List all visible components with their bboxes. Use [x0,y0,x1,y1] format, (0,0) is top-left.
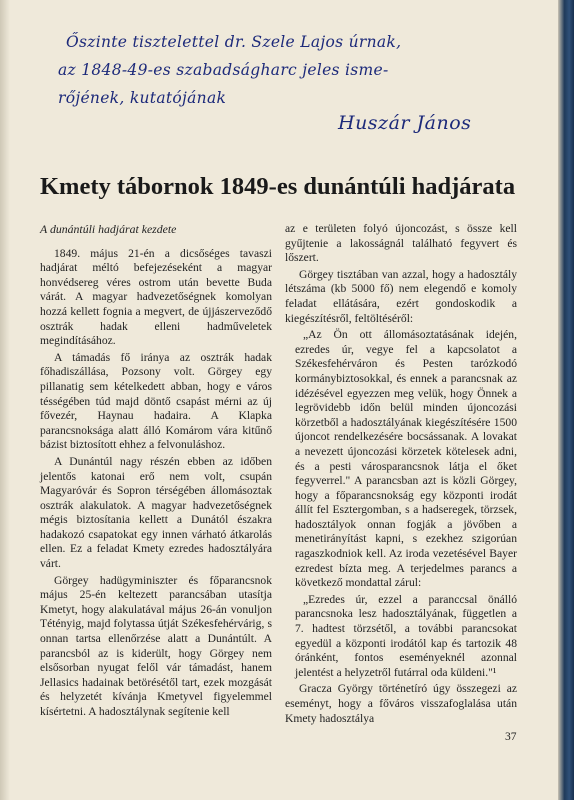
dedication-line: Őszinte tisztelettel dr. Szele Lajos úrnak, [66,33,402,51]
quoted-order: „Az Ön ott állomásoztatásának idején, ezredes úr, vegye fel a kapcsolatot a Székesfehérváron és Pesten tarózkodó kormánybiztosokkal, és ennek a parancsnak az idézésével egyezzen meg velük, hogy Önnek a legrövidebb időn belül minden újoncozási körzetből a hadosztályának kiegészítésére 1500 újoncot rendelkezésére bocsássanak. A lovakat a nevezett újoncozási körzetek kötelesek adni, és a pesti városparancsnok látja el őket fegyverrel." A parancsban azt is közli Görgey, hogy a főparancsnokság egy központi irodát állít fel Esztergomban, s a hadseregek, törzsek, hadosztályok onnan fogják a jövőben a menetirányítást kapni, s ezekhez szigorúan ragaszkodniok kell. Az iroda vezetésével Bayer ezredest bízta meg. A terjedelmes parancs a következő mondattal zárul: [295,328,517,590]
paragraph: az e területen folyó újoncozást, s össze kell gyűjtenie a lakosságnál található fegyvert és lőszert. [285,222,517,265]
paragraph: Görgey tisztában van azzal, hogy a hadosztály létszáma (kb 5000 fő) nem elegendő e komoly feladat ellátására, ezért gondoskodik a kiegészítésről, feltöltéséről: [285,267,517,325]
paragraph: A Dunántúl nagy részén ebben az időben jelentős katonai erő nem volt, csupán Magyaróvár és Sopron térségében állomásoztak osztrák alakulatok. A magyar hadvezetőségnek mégis biztosítania kellett a Dunától északra hadakozó csapatokat egy innen várható átkarolás ellen. Ez a feladat Kmety ezredes hadosztályára várt. [40,454,272,571]
dedication-line: rőjének, kutatójának [58,89,227,107]
book-binding-edge [558,0,574,800]
quoted-order-closing: „Ezredes úr, ezzel a paranccsal önálló parancsnoka lesz hadosztályának, független a 7. hadtest törzsétől, a további parancsokat egyedül a központi irodától kap és tartozik 48 óránként, fontos eseményeknél azonnal jelentést a helyzetről futárral oda küldeni."¹ [295,592,517,679]
handwritten-dedication [58,28,528,112]
paragraph: Görgey hadügyminiszter és főparancsnok május 25-én keltezett parancsában utasítja Kmetyt, hogy alakulatával május 26-án vonuljon Tétényig, majd folytassa útját Székesfehérvárig, s onnan tartsa ellenőrzése alatt a Dunántúlt. A parancsból az is kiderült, hogy Görgey nem elsősorban nyugat felől vár támadást, hanem Jellasics hadainak betörésétől tart, ezek mozgását és helyzetét kívánja Kmetyvel figyelemmel kísértetni. A hadosztálynak segítenie kell [40,573,272,718]
page-gutter-shadow [0,0,10,800]
section-subtitle: A dunántúli hadjárat kezdete [40,222,177,236]
paragraph: 1849. május 21-én a dicsőséges tavaszi hadjárat méltó befejezéseként a magyar honvédsereg véres ostrom után bevette Buda várát. A magyar hadvezetőségnek komolyan hozzá kellett fognia a megvert, de újjászerveződő osztrák hadak elleni hadműveletek megindításához. [40,246,272,348]
article-title: Kmety tábornok 1849-es dunántúli hadjárata [40,173,516,200]
paragraph: A támadás fő iránya az osztrák hadak főhadiszállása, Pozsony volt. Görgey egy pillanatig sem kételkedett abban, hogy e város tésségében túd majd döntő csapást mérni az új fővezér, Haynau hadaira. A Klapka parancsnoksága alatt álló Komárom vára kitűnő bázist biztosított ehhez a felvonuláshoz. [40,350,272,452]
handwritten-signature: Huszár János [338,112,472,134]
paragraph: Gracza György történetíró úgy összegezi az eseményt, hogy a főváros visszafoglalása után Kmety hadosztálya [285,682,517,725]
text-column-right [285,222,517,728]
dedication-line: az 1848-49-es szabadságharc jeles isme- [58,61,389,79]
text-column-left [40,222,272,722]
page-number: 37 [505,731,517,743]
